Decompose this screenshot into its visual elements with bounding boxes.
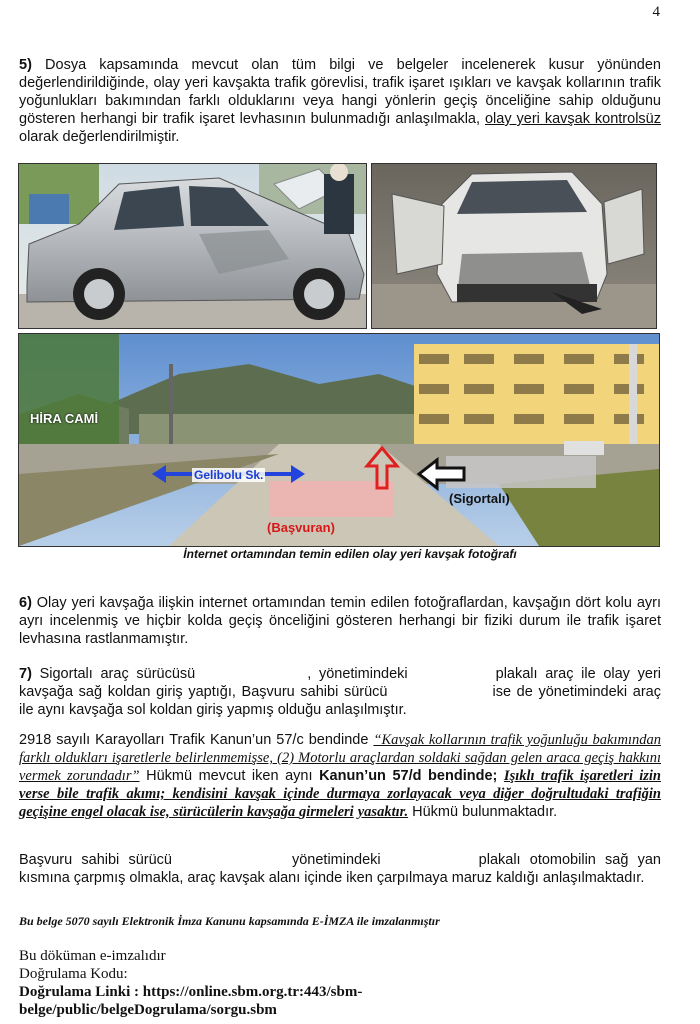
label-street: Gelibolu Sk. (194, 468, 264, 482)
law-end: Hükmü bulunmaktadır. (408, 804, 558, 820)
section-7-paragraph (19, 665, 661, 719)
section-7-part-1: Sigortalı araç sürücüsü (31, 666, 196, 682)
law-quote-57c: “Kavşak kollarının trafik yoğunluğu bakımından farklı oldukları işaretlerle belirlenmemişse, (2) Motorlu araçlardan soldaki sağdan gelen araca geçiş hakkını vermek zorundadır” (19, 732, 661, 784)
verification-link-url-1[interactable]: https://online.sbm.org.tr:443/sbm- (142, 984, 363, 1000)
photo-caption: İnternet ortamından temin edilen olay yeri kavşak fotoğrafı (183, 547, 517, 561)
section-6-paragraph (19, 594, 661, 648)
label-mosque: HİRA CAMİ (30, 411, 99, 426)
verification-link-label: Doğrulama Linki : (19, 984, 143, 1000)
section-5-number: 5) (19, 57, 32, 73)
label-applicant: (Başvuran) (267, 520, 335, 535)
photo-intersection (18, 333, 660, 547)
photo-damaged-sedan (18, 163, 367, 329)
section-7-part-3: plakalı araç ile olay yeri kavşağa sağ koldan giriş yaptığı, Başvuru sahibi sürücü (19, 666, 661, 700)
law-intro: 2918 sayılı Karayolları Trafik Kanun’un 57/c bendinde (19, 732, 374, 748)
law-quote-57d: Işıklı trafik işaretleri izin verse bile trafik akımı; kendisini kavşak içinde durmaya zorlayacak veya diğer doğrultudaki trafiğin geçişine engel olacak ise, sürücülerin kavşağa (19, 768, 661, 820)
section-7-part-4: ise de yönetimindeki araç ile aynı kavşağa sol koldan giriş yapmış olduğu anlaşılmıştır. (19, 684, 661, 718)
law-quote-57d-girmeleri: girmeleri (298, 804, 354, 820)
law-paragraph (19, 731, 661, 821)
section-7-number: 7) (19, 666, 32, 682)
final-paragraph (19, 851, 661, 887)
damaged-sedan-illustration (19, 164, 366, 328)
final-part-b: yönetimindeki (291, 852, 381, 868)
label-insured: (Sigortalı) (449, 491, 510, 506)
section-7-part-2: , yönetimindeki (307, 666, 408, 682)
law-middle: Hükmü mevcut iken aynı (139, 768, 320, 784)
verification-link-url-2[interactable]: belge/public/belgeDogrulama/sorgu.sbm (19, 1002, 277, 1018)
final-part-a: Başvuru sahibi sürücü (19, 852, 172, 868)
verification-link[interactable] (19, 983, 362, 1001)
intersection-illustration (19, 334, 659, 546)
section-6-text: Olay yeri kavşağa ilişkin internet ortamından temin edilen fotoğraflardan, kavşağın dört kolu ayrı ayrı incelenmiş ve hiçbir kolda geçiş önceliğini gösteren herhangi bir fiziki durum ile trafik işaret levhasına rastlanmamıştır. (19, 595, 661, 647)
footer-line-1: Bu döküman e-imzalıdır (19, 948, 166, 964)
footer-line-2: Doğrulama Kodu: (19, 966, 128, 982)
esign-notice: Bu belge 5070 sayılı Elektronik İmza Kanunu kapsamında E-İMZA ile imzalanmıştır (19, 914, 440, 928)
footer (19, 947, 362, 1019)
law-quote-57d-yasaktir: yasaktır. (357, 804, 409, 820)
photo-damaged-van (371, 163, 657, 329)
section-5-text: Dosya kapsamında mevcut olan tüm bilgi ve belgeler incelenerek kusur yönünden değerlendirildiğinde, olay yeri kavşakta trafik görevlisi, trafik işaret ışıkları ve kavşak kollarının trafik yoğunlukları bakımından farklı olduklarını veya hangi yönlerin geçiş önceliğine sahip olduğunu gösteren herhangi bir trafik işaret levhasının bulunmadığı anlaşılmakla, (19, 57, 661, 127)
page-number: 4 (652, 4, 660, 20)
final-part-c: plakalı otomobilin sağ yan kısmına çarpmış olmakla, araç kavşak alanı içinde iken çarpılmaya maruz kaldığı anlaşılmaktadır. (19, 852, 661, 886)
section-5-paragraph (19, 56, 661, 146)
section-5-text-end: olarak değerlendirilmiştir. (19, 129, 180, 145)
damaged-van-illustration (372, 164, 656, 328)
section-5-underlined: olay yeri kavşak kontrolsüz (484, 111, 661, 127)
section-6-number: 6) (19, 595, 32, 611)
law-kanun-57d: Kanun’un 57/d bendinde; (319, 768, 498, 784)
